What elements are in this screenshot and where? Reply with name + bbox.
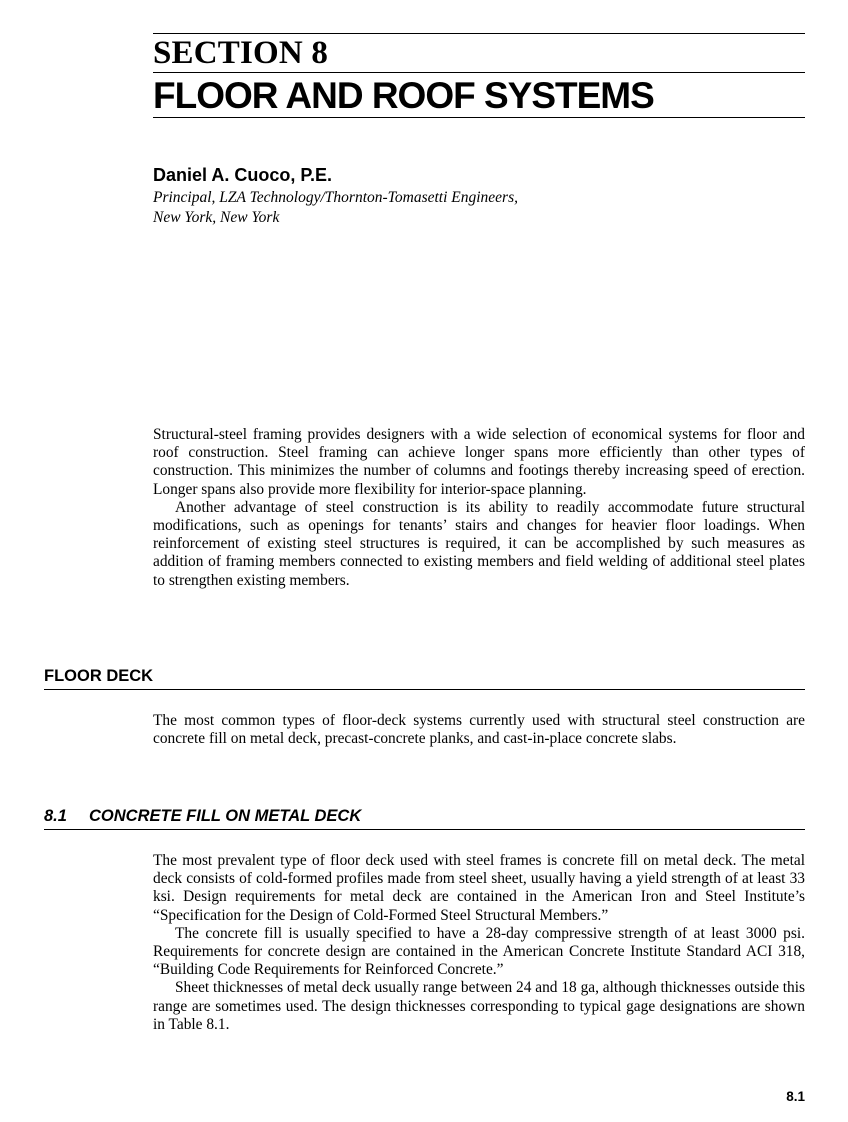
author-name: Daniel A. Cuoco, P.E. (153, 165, 333, 185)
intro-text (153, 426, 805, 590)
section-8-1-text (153, 852, 805, 1034)
section-8-1-paragraph: The most prevalent type of floor deck used with steel frames is concrete fill on metal deck. The metal deck consists of cold-formed profiles made from steel sheet, usually having a yield strength of at least 33 ksi. Design requirements for metal deck are contained in the American Iron and Steel Institute’s “Specification for the Design of Cold-Formed Steel Structural Members.” (153, 852, 805, 924)
section-8-1-number: 8.1 (44, 807, 67, 825)
title-rule-bottom (153, 117, 805, 118)
intro-paragraph: Another advantage of steel construction is its ability to readily accommodate future structural modifications, such as openings for tenants’ stairs and changes for heavier floor loadings. When reinforcement of existing steel structures is required, it can be accomplished by such measures as addition of framing members connected to existing members and field welding of additional steel plates to strengthen existing members. (153, 498, 805, 589)
floor-deck-heading: FLOOR DECK (44, 667, 154, 685)
author-affiliation-line1: Principal, LZA Technology/Thornton-Tomasetti Engineers, (153, 189, 518, 206)
page-number: 8.1 (786, 1089, 805, 1104)
author-affiliation-line2: New York, New York (153, 209, 280, 226)
section-8-1-title: CONCRETE FILL ON METAL DECK (89, 807, 362, 825)
floor-deck-text (153, 712, 805, 748)
floor-deck-rule (44, 689, 805, 690)
chapter-title: FLOOR AND ROOF SYSTEMS (153, 75, 654, 116)
section-8-1-paragraph: Sheet thicknesses of metal deck usually range between 24 and 18 ga, although thicknesses outside this range are sometimes used. The design thicknesses corresponding to typical gage designations are shown in Table 8.1. (153, 979, 806, 1033)
section-8-1-paragraph: The concrete fill is usually specified to have a 28-day compressive strength of at least 3000 psi. Requirements for concrete design are contained in the American Concrete Institute Standard ACI 318, “Building Code Requirements for Reinforced Concrete.” (153, 924, 805, 979)
floor-deck-paragraph: The most common types of floor-deck systems currently used with structural steel construction are concrete fill on metal deck, precast-concrete planks, and cast-in-place concrete slabs. (153, 712, 805, 748)
section-8-1-rule (44, 829, 805, 830)
title-rule-middle (153, 72, 805, 73)
section-8-1-heading (44, 806, 361, 826)
section-label: SECTION 8 (153, 35, 329, 71)
intro-paragraph: Structural-steel framing provides designers with a wide selection of economical systems for floor and roof construction. Steel framing can achieve longer spans more efficiently than other types of construction. This minimizes the number of columns and footings thereby increasing speed of erection. Longer spans also provide more flexibility for interior-space planning. (153, 426, 805, 498)
